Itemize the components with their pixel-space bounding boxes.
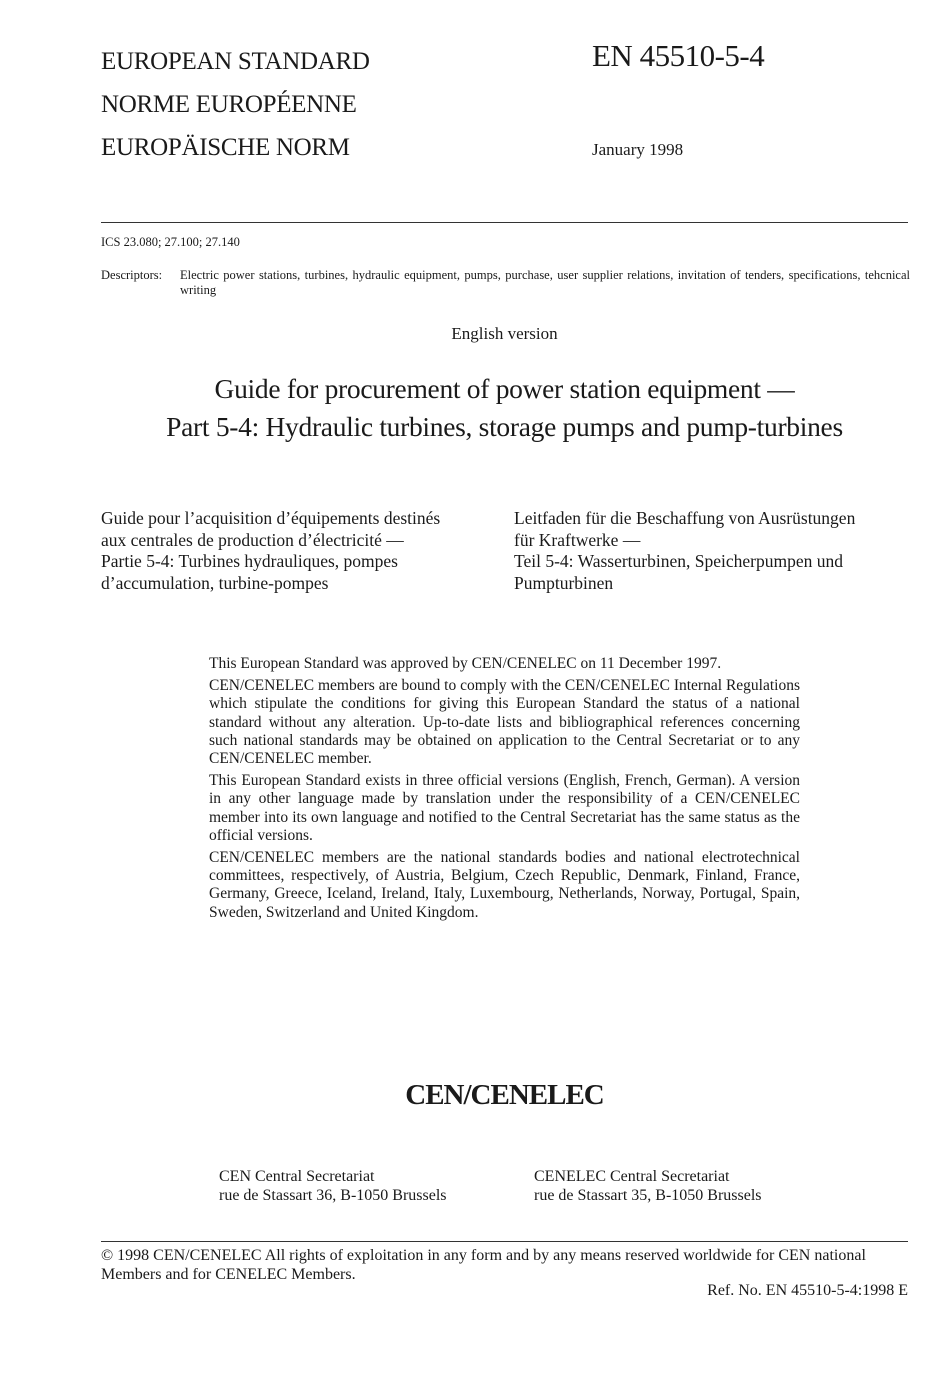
organisation-name: CEN/CENELEC bbox=[405, 1079, 604, 1111]
members-paragraph: CEN/CENELEC members are the national standards bodies and national electrotechnical committees, respectively, of Austria, Belgium, Czech Republic, Denmark, Finland, France, Germany, Greece, Iceland, Ireland, Italy, Luxembourg, Netherlands, Norway, Portugal, Spain, Sweden, Switzerland and United Kingdom. bbox=[209, 849, 800, 921]
cenelec-secretariat bbox=[534, 1167, 762, 1205]
language-version: English version bbox=[451, 324, 558, 343]
german-title-line: für Kraftwerke — bbox=[514, 529, 641, 550]
french-title-line: aux centrales de production d’électricité — bbox=[101, 529, 404, 550]
german-title bbox=[514, 508, 904, 594]
french-title-line: Partie 5-4: Turbines hydrauliques, pompes bbox=[101, 551, 398, 571]
title-line-2: Part 5-4: Hydraulic turbines, storage pumps and pump-turbines bbox=[166, 411, 843, 442]
versions-paragraph: This European Standard exists in three official versions (English, French, German). A version in any other language made by translation under the responsibility of a CEN/CENELEC member into its own language and notified to the Central Secretariat has the same status as the official versions. bbox=[209, 772, 800, 844]
title-german: EUROPÄISCHE NORM bbox=[101, 134, 350, 161]
title-french: NORME EUROPÉENNE bbox=[101, 91, 357, 118]
ics-codes: ICS 23.080; 27.100; 27.140 bbox=[101, 235, 240, 249]
french-title-line: Guide pour l’acquisition d’équipements destinés bbox=[101, 508, 441, 528]
copyright-notice: © 1998 CEN/CENELEC All rights of exploitation in any form and by any means reserved worldwide for CEN national Members and for CENELEC Members. bbox=[101, 1247, 866, 1283]
reference-number: Ref. No. EN 45510-5-4:1998 E bbox=[707, 1282, 908, 1299]
cenelec-secretariat-name: CENELEC Central Secretariat bbox=[534, 1168, 730, 1185]
cenelec-secretariat-address: rue de Stassart 35, B-1050 Brussels bbox=[534, 1187, 762, 1204]
descriptors bbox=[101, 268, 910, 298]
descriptors-text: Electric power stations, turbines, hydraulic equipment, pumps, purchase, user supplier relations, invitation of tenders, specifications, tehcnical writing bbox=[180, 268, 910, 297]
approval-notice bbox=[209, 655, 800, 926]
footer-divider bbox=[101, 1241, 908, 1242]
descriptors-label: Descriptors: bbox=[101, 268, 163, 282]
publication-date: January 1998 bbox=[592, 140, 684, 159]
document-title bbox=[0, 370, 950, 446]
cen-secretariat-address: rue de Stassart 36, B-1050 Brussels bbox=[219, 1187, 447, 1204]
header-divider bbox=[101, 222, 908, 223]
french-title bbox=[101, 508, 491, 594]
title-line-1: Guide for procurement of power station equipment — bbox=[214, 373, 795, 404]
german-title-line: Leitfaden für die Beschaffung von Ausrüstungen bbox=[514, 508, 856, 528]
compliance-paragraph: CEN/CENELEC members are bound to comply with the CEN/CENELEC Internal Regulations which stipulate the conditions for giving this European Standard the status of a national standard without any alteration. Up-to-date lists and bibliographical references concerning such national standards may be obtained on application to the Central Secretariat or to any CEN/CENELEC member. bbox=[209, 677, 800, 768]
french-title-line: d’accumulation, turbine-pompes bbox=[101, 572, 329, 593]
german-title-line: Pumpturbinen bbox=[514, 572, 614, 593]
approval-paragraph: This European Standard was approved by CEN/CENELEC on 11 December 1997. bbox=[209, 655, 722, 672]
title-english: EUROPEAN STANDARD bbox=[101, 48, 370, 75]
german-title-line: Teil 5-4: Wasserturbinen, Speicherpumpen und bbox=[514, 551, 843, 571]
cen-secretariat-name: CEN Central Secretariat bbox=[219, 1168, 375, 1185]
standard-number: EN 45510-5-4 bbox=[592, 38, 765, 73]
cen-secretariat bbox=[219, 1167, 447, 1205]
